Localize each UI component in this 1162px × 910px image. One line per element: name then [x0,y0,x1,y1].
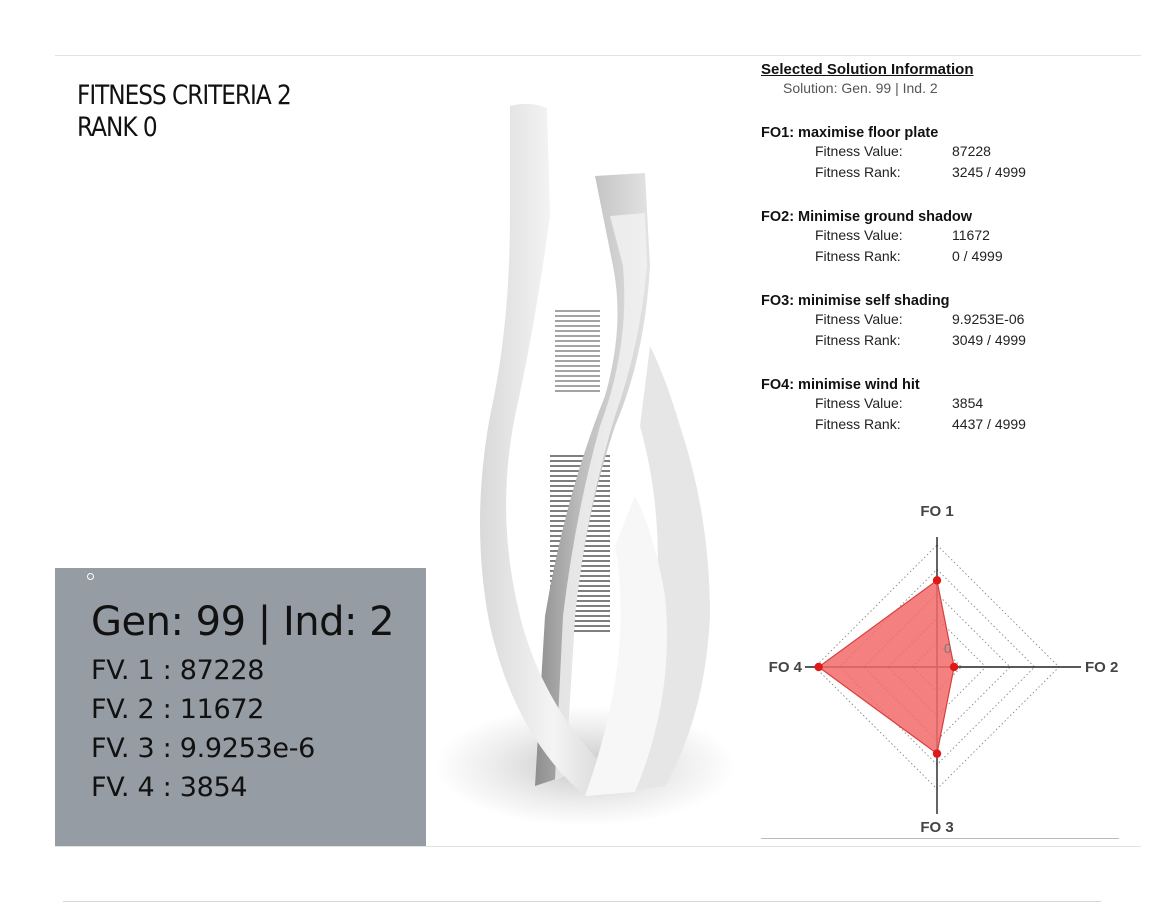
fv-3: FV. 3 : 9.9253e-6 [91,733,316,764]
radar-point-3 [933,749,941,757]
gen-ind-label: Gen: 99 | Ind: 2 [91,599,395,645]
radar-divider [761,838,1119,839]
objective-fo1 [761,125,1131,183]
radar-point-1 [933,576,941,584]
objective-fo3 [761,293,1131,351]
objective-title: FO1: maximise floor plate [761,125,939,141]
fv-4: FV. 4 : 3854 [91,772,248,803]
solution-panel [55,55,1141,847]
radar-label-fo4: FO 4 [768,659,802,676]
rank-label: Fitness Rank: [815,416,901,432]
fitness-rank: 3049 / 4999 [952,332,1026,348]
rank-label: Fitness Rank: [815,248,901,264]
objective-title: FO3: minimise self shading [761,293,950,309]
rank-line: RANK 0 [77,112,157,143]
fitness-rank: 4437 / 4999 [952,416,1026,432]
rank-label: Fitness Rank: [815,332,901,348]
radar-point-2 [950,663,958,671]
solution-id: Solution: Gen. 99 | Ind. 2 [783,80,938,96]
value-label: Fitness Value: [815,143,903,159]
fitness-value: 11672 [952,227,990,243]
radar-label-fo3: FO 3 [920,819,954,836]
fv-2: FV. 2 : 11672 [91,694,265,725]
radar-point-4 [814,663,822,671]
info-header: Selected Solution Information [761,61,974,78]
radar-label-fo2: FO 2 [1085,659,1119,676]
radar-data-area [819,580,954,753]
fitness-criteria-title [77,80,291,144]
fv-1: FV. 1 : 87228 [91,655,265,686]
fitness-value: 9.9253E-06 [952,311,1025,327]
objective-title: FO2: Minimise ground shadow [761,209,973,225]
fitness-rank: 0 / 4999 [952,248,1003,264]
objective-fo2 [761,209,1131,267]
value-label: Fitness Value: [815,395,903,411]
objective-fo4 [761,377,1131,435]
solution-info [761,61,1131,432]
fitness-value: 87228 [952,143,991,159]
criteria-line: FITNESS CRITERIA 2 [77,80,291,111]
fitness-value: 3854 [952,395,984,411]
rank-label: Fitness Rank: [815,164,901,180]
small-dot-icon [87,573,94,580]
radar-center-label: 0 [944,641,952,656]
radar-chart [755,496,1125,841]
value-label: Fitness Value: [815,311,903,327]
value-label: Fitness Value: [815,227,903,243]
fitness-rank: 3245 / 4999 [952,164,1026,180]
tower-render-image [435,96,735,836]
radar-label-fo1: FO 1 [920,503,954,520]
objective-title: FO4: minimise wind hit [761,377,920,393]
